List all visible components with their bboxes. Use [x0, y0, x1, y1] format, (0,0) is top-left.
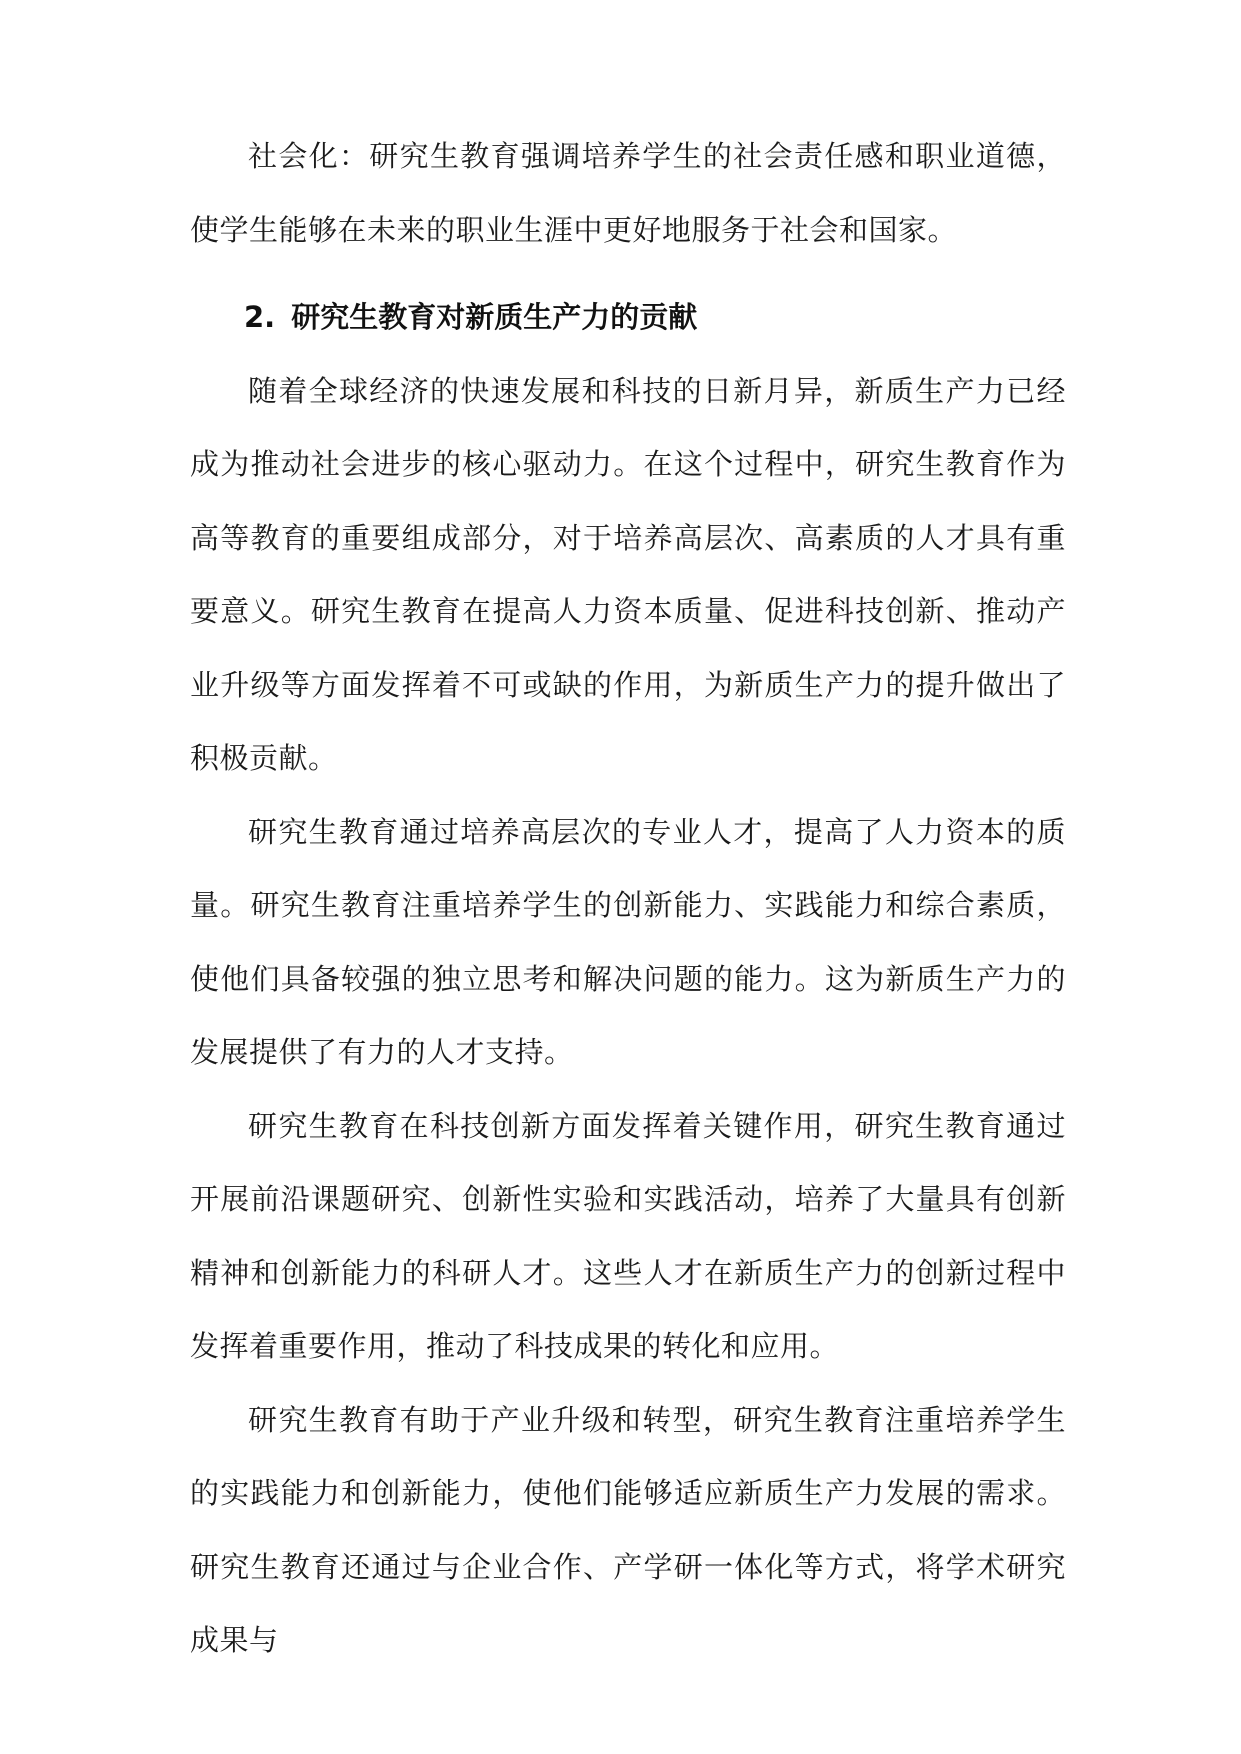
- intro-block: [190, 120, 1066, 267]
- body-paragraph: 研究生教育在科技创新方面发挥着关键作用，研究生教育通过开展前沿课题研究、创新性实验和实践活动，培养了大量具有创新精神和创新能力的科研人才。这些人才在新质生产力的创新过程中发挥着重要作用，推动了科技成果的转化和应用。: [190, 1108, 1066, 1363]
- body-paragraph: 研究生教育通过培养高层次的专业人才，提高了人力资本的质量。研究生教育注重培养学生的创新能力、实践能力和综合素质，使他们具备较强的独立思考和解决问题的能力。这为新质生产力的发展提供了有力的人才支持。: [190, 814, 1066, 1069]
- body-paragraph: 研究生教育有助于产业升级和转型，研究生教育注重培养学生的实践能力和创新能力，使他们能够适应新质生产力发展的需求。研究生教育还通过与企业合作、产学研一体化等方式，将学术研究成果与: [190, 1402, 1066, 1657]
- section-title: 研究生教育对新质生产力的贡献: [291, 300, 698, 334]
- section-block: [190, 281, 1066, 1678]
- intro-paragraph: 社会化：研究生教育强调培养学生的社会责任感和职业道德，使学生能够在未来的职业生涯中更好地服务于社会和国家。: [190, 139, 1066, 247]
- body-paragraph: 随着全球经济的快速发展和科技的日新月异，新质生产力已经成为推动社会进步的核心驱动力。在这个过程中，研究生教育作为高等教育的重要组成部分，对于培养高层次、高素质的人才具有重要意义。研究生教育在提高人力资本质量、促进科技创新、推动产业升级等方面发挥着不可或缺的作用，为新质生产力的提升做出了积极贡献。: [190, 373, 1066, 775]
- section-number: 2.: [244, 300, 276, 334]
- section-heading: [190, 281, 1066, 355]
